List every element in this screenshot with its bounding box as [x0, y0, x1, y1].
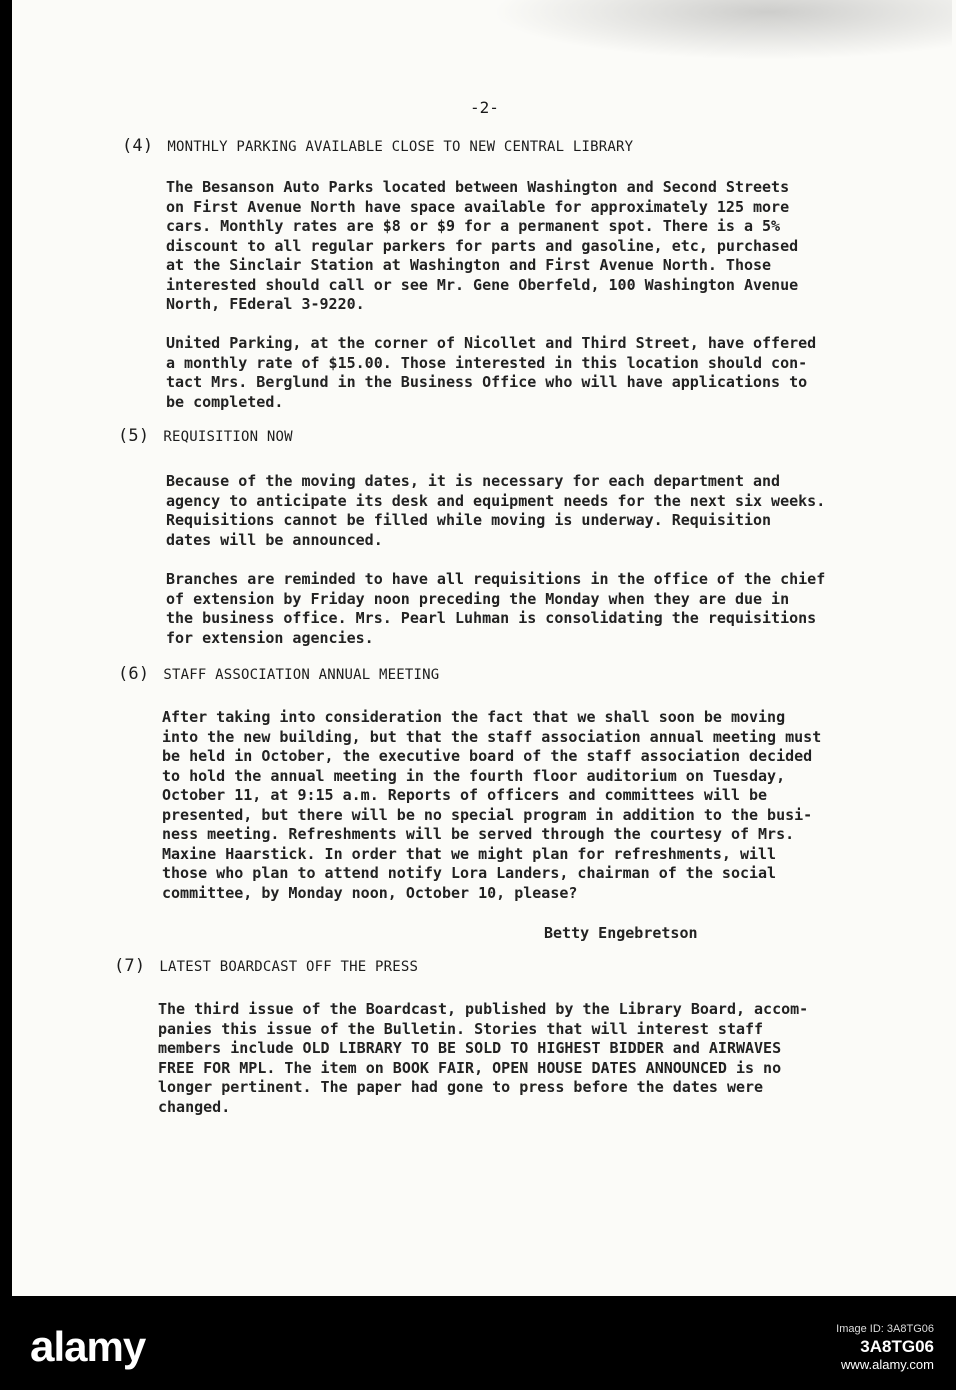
section-7 [114, 956, 418, 976]
section-5-para-1: Because of the moving dates, it is necessary for each department and agency to anticipate its desk and equipment needs for the next six weeks. Requisitions cannot be filled while moving is underway. Requisition dates will be announced. [166, 472, 826, 549]
site-url: www.alamy.com [841, 1357, 934, 1372]
section-6-para-1: After taking into consideration the fact that we shall soon be moving into the new building, but that the staff association annual meeting must be held in October, the executive board of the staff association decided to hold the annual meeting in the fourth floor auditorium on Tuesday, October 11, at 9:15 a.m. Reports of officers and committees will be presented, but there will be no special program in addition to the busi- ness meeting. Refreshments will be served through the courtesy of Mrs. Maxine Haarstick. In order that we might plan for refreshments, will those who plan to attend notify Lora Landers, chairman of the social committee, by Monday noon, October 10, please? [162, 708, 822, 902]
alamy-a-icon: a [30, 1322, 54, 1371]
section-5 [118, 426, 293, 446]
section-heading: (7) LATEST BOARDCAST OFF THE PRESS [114, 956, 419, 976]
section-heading: (4) MONTHLY PARKING AVAILABLE CLOSE TO NEW CENTRAL LIBRARY [122, 136, 634, 156]
image-id-block [836, 1320, 934, 1374]
section-5-para-2: Branches are reminded to have all requisitions in the office of the chief of extension by Friday noon preceding the Monday when they are due in the business office. Mrs. Pearl Luhman is consolidating the requisitions for extension agencies. [166, 570, 826, 647]
alamy-logo: alamy [30, 1322, 146, 1371]
section-7-para-1: The third issue of the Boardcast, published by the Library Board, accom- panies this issue of the Bulletin. Stories that will interest staff members include OLD LIBRARY TO BE SOLD TO HIGHEST BIDDER and AIRWAVES FREE FOR MPL. The item on BOOK FAIR, OPEN HOUSE DATES ANNOUNCED is no longer pertinent. The paper had gone to press before the dates were changed. [158, 1000, 809, 1116]
watermark-bar [0, 1296, 956, 1390]
page-number: -2- [470, 98, 499, 117]
signature: Betty Engebretson [544, 924, 698, 942]
document-page [12, 0, 956, 1296]
image-id-label: Image ID: 3A8TG06 [836, 1323, 934, 1335]
section-4 [122, 136, 633, 156]
image-code: 3A8TG06 [860, 1337, 934, 1356]
section-4-para-2: United Parking, at the corner of Nicollet and Third Street, have offered a monthly rate of $15.00. Those interested in this location should con- tact Mrs. Berglund in the Business Office who will have applications to be completed. [166, 334, 817, 411]
section-6 [118, 664, 439, 684]
section-4-para-1: The Besanson Auto Parks located between Washington and Second Streets on First Avenue North have space available for approximately 125 more cars. Monthly rates are $8 or $9 for a permanent spot. There is a 5% discount to all regular parkers for parts and gasoline, etc, purchased at the Sinclair Station at Washington and First Avenue North. Those interested should call or see Mr. Gene Oberfeld, 100 Washington Avenue North, FEderal 3-9220. [166, 178, 799, 313]
section-heading: (6) STAFF ASSOCIATION ANNUAL MEETING [118, 664, 440, 684]
section-heading: (5) REQUISITION NOW [118, 426, 293, 446]
